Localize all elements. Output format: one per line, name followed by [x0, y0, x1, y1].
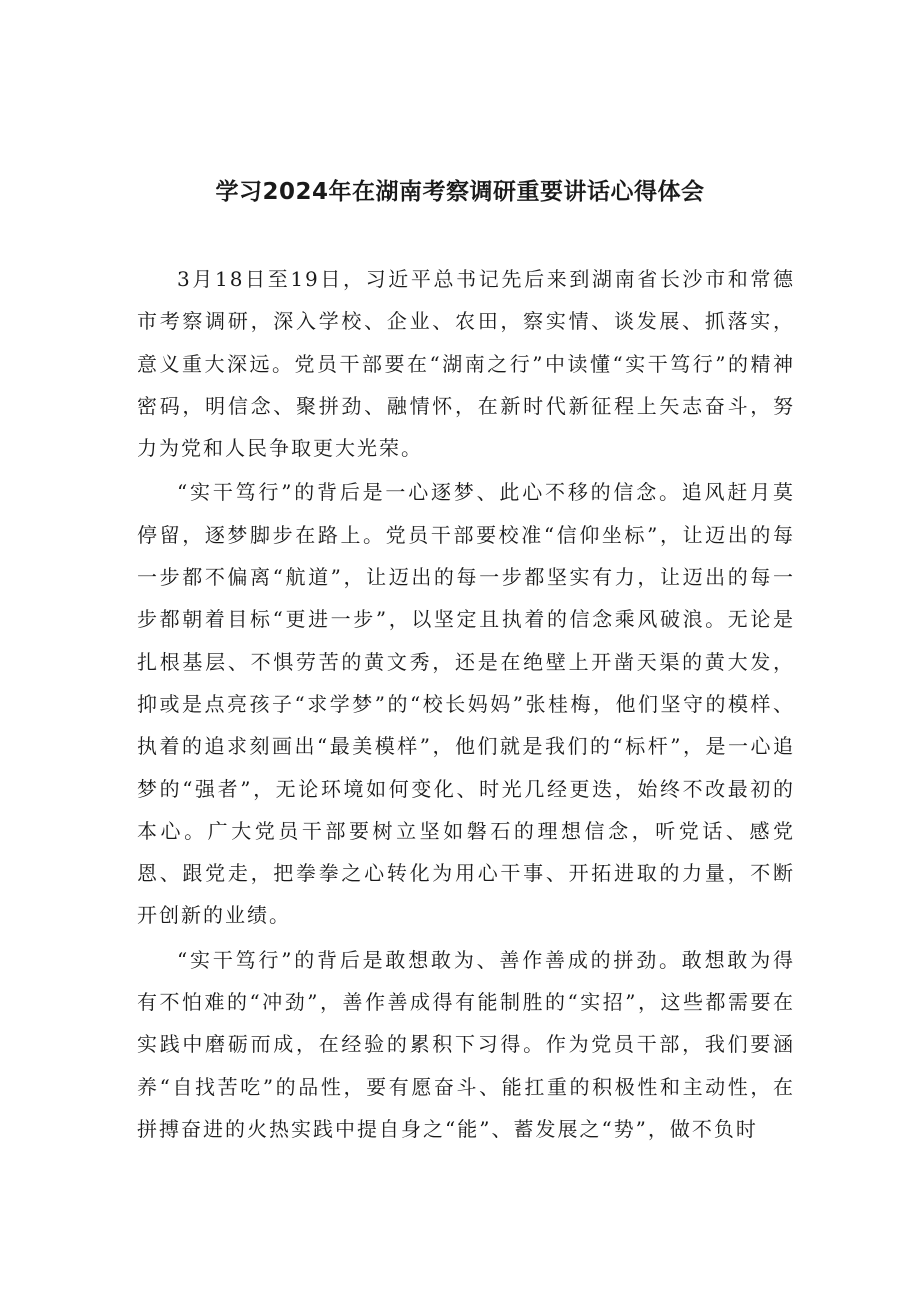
document-body [137, 258, 795, 1152]
paragraph-drive: “实干笃行”的背后是敢想敢为、善作善成的拼劲。敢想敢为得有不怕难的“冲劲”，善作善成得有能制胜的“实招”，这些都需要在实践中磨砺而成，在经验的累积下习得。作为党员干部，我们要涵养“自找苦吃”的品性，要有愿奋斗、能扛重的积极性和主动性，在拼搏奋进的火热实践中提自身之“能”、蓄发展之“势”，做不负时 [137, 947, 795, 1141]
document-title: 学习2024年在湖南考察调研重要讲话心得体会 [215, 179, 705, 205]
paragraph-intro: 3月18日至19日，习近平总书记先后来到湖南省长沙市和常德市考察调研，深入学校、企业、农田，察实情、谈发展、抓落实，意义重大深远。党员干部要在“湖南之行”中读懂“实干笃行”的精神密码，明信念、聚拼劲、融情怀，在新时代新征程上矢志奋斗，努力为党和人民争取更大光荣。 [137, 267, 795, 461]
paragraph-belief: “实干笃行”的背后是一心逐梦、此心不移的信念。追风赶月莫停留，逐梦脚步在路上。党员干部要校准“信仰坐标”，让迈出的每一步都不偏离“航道”，让迈出的每一步都坚实有力，让迈出的每一步都朝着目标“更进一步”，以坚定且执着的信念乘风破浪。无论是扎根基层、不惧劳苦的黄文秀，还是在绝壁上开凿天渠的黄大发，抑或是点亮孩子“求学梦”的“校长妈妈”张桂梅，他们坚守的模样、执着的追求刻画出“最美模样”，他们就是我们的“标杆”，是一心追梦的“强者”，无论环境如何变化、时光几经更迭，始终不改最初的本心。广大党员干部要树立坚如磐石的理想信念，听党话、感党恩、跟党走，把拳拳之心转化为用心干事、开拓进取的力量，不断开创新的业绩。 [137, 480, 795, 928]
